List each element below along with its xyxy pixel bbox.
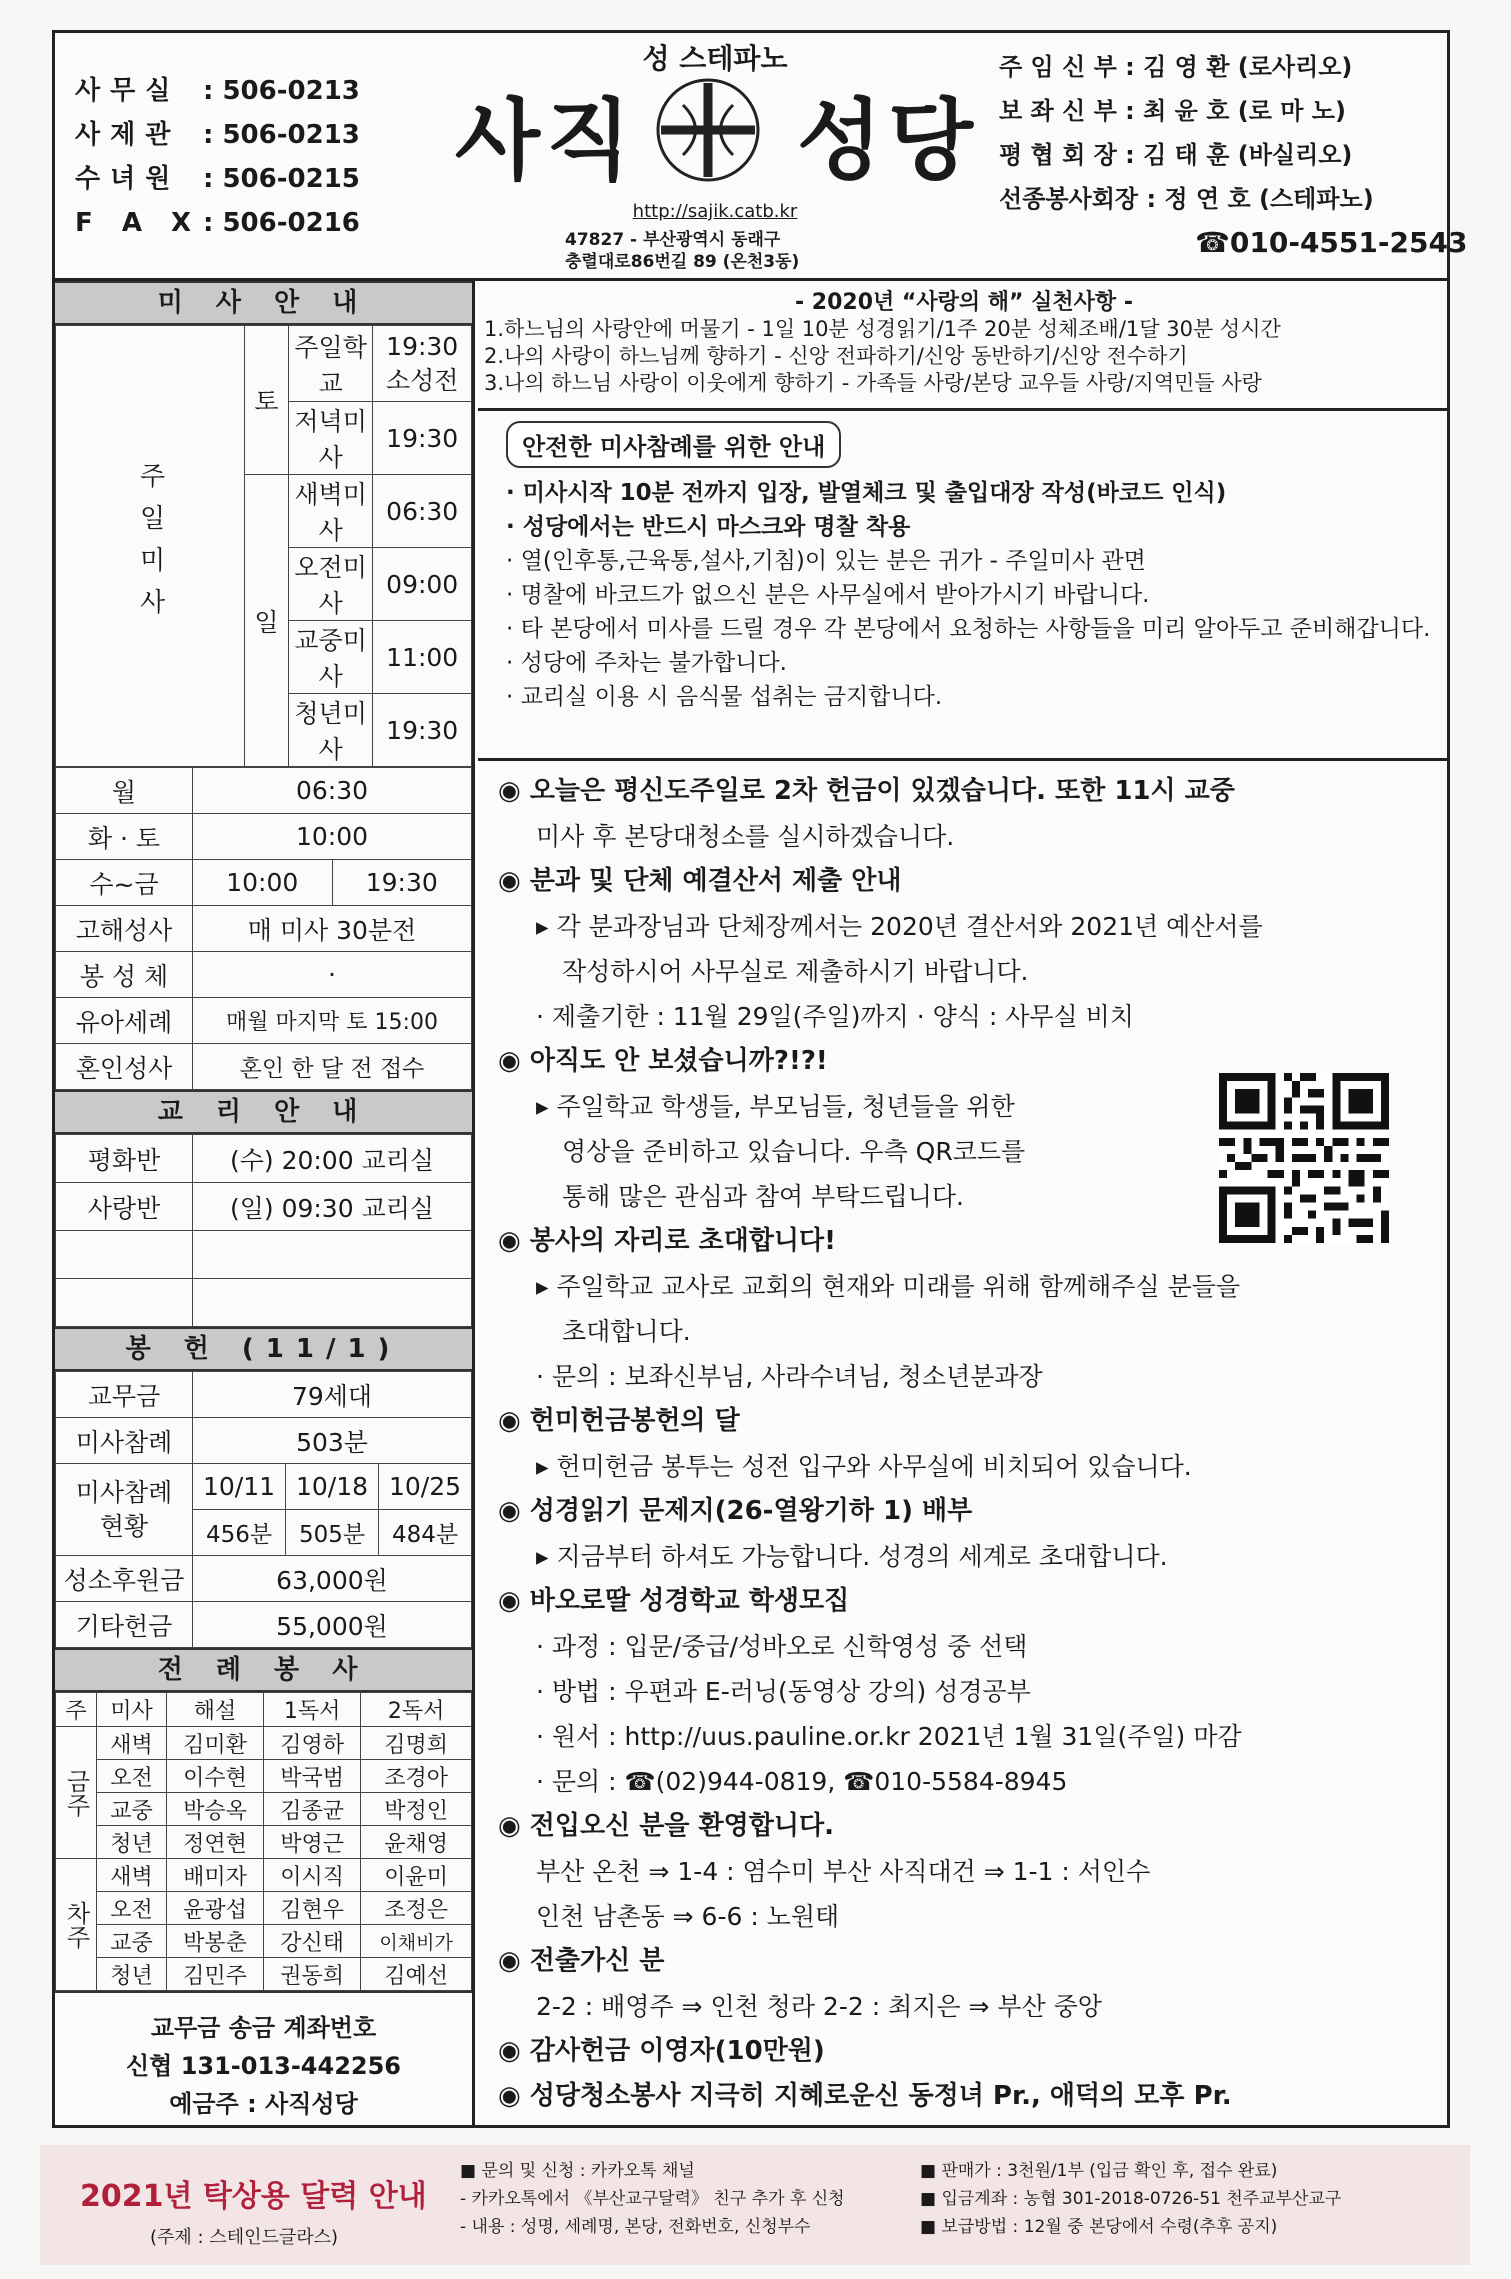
qr-code-icon[interactable] xyxy=(1219,1073,1389,1243)
address-line-1: 47827 - 부산광역시 동래구 xyxy=(565,230,781,250)
news-heading: ◉ 전입오신 분을 환영합니다. xyxy=(498,1811,834,1841)
liturgy-mass: 새벽 xyxy=(97,1727,167,1760)
news-heading: ◉ 봉사의 자리로 초대합니다! xyxy=(498,1226,836,1256)
news-line: · 문의 : ☎(02)944-0819, ☎010-5584-8945 xyxy=(536,1767,1068,1796)
doctrine-table xyxy=(55,1134,472,1327)
liturgy-person: 조경아 xyxy=(361,1760,472,1793)
account-holder: 예금주 : 사직성당 xyxy=(169,2090,358,2118)
news-heading: ◉ 전출가신 분 xyxy=(498,1946,665,1976)
liturgy-person: 박영근 xyxy=(264,1826,361,1859)
sacrament-info: 매월 마지막 토 15:00 xyxy=(193,998,472,1044)
liturgy-person: 강신태 xyxy=(264,1925,361,1958)
rectory-value: : 506-0213 xyxy=(203,120,360,150)
news-line: ▸ 각 분과장님과 단체장께서는 2020년 결산서와 2021년 예산서를 xyxy=(536,912,1263,941)
church-title-block xyxy=(415,33,1015,281)
liturgy-head: 해설 xyxy=(167,1693,264,1727)
liturgy-head: 1독서 xyxy=(264,1693,361,1727)
liturgy-table xyxy=(55,1692,472,1991)
calendar-title: 2021년 탁상용 달력 안내 xyxy=(80,2179,427,2214)
offering-section-title: 봉 헌 (11/1) xyxy=(55,1327,472,1371)
left-column xyxy=(55,281,475,2128)
news-heading: ◉ 아직도 안 보셨습니까?!?! xyxy=(498,1046,828,1076)
header xyxy=(55,33,1468,281)
news-list xyxy=(478,761,1450,2119)
address-line-2: 충렬대로86번길 89 (온천3동) xyxy=(565,252,800,272)
account-number: 신협 131-013-442256 xyxy=(125,2052,402,2080)
liturgy-person: 이윤미 xyxy=(361,1859,472,1892)
news-line: · 제출기한 : 11월 29일(주일)까지 · 양식 : 사무실 비치 xyxy=(536,1002,1134,1031)
mass-section-title: 미 사 안 내 xyxy=(55,281,472,325)
mass-time: 09:00 xyxy=(373,548,472,621)
news-line: 2-2 : 배영주 ⇒ 인천 청라 2-2 : 최지은 ⇒ 부산 중앙 xyxy=(536,1992,1102,2021)
staff-list xyxy=(999,45,1467,265)
convent-label: 수녀원 xyxy=(75,164,181,194)
contact-row xyxy=(75,157,360,201)
contact-row xyxy=(75,201,360,245)
class-time: (수) 20:00 교리실 xyxy=(193,1135,472,1183)
list-item: · 교리실 이용 시 음식물 섭취는 금지합니다. xyxy=(506,684,943,710)
mass-name: 새벽미사 xyxy=(288,475,373,548)
offering-name: 미사참례 xyxy=(56,1418,193,1464)
liturgy-person: 김미환 xyxy=(167,1727,264,1760)
liturgy-person: 김민주 xyxy=(167,1958,264,1991)
class-time-empty xyxy=(193,1279,472,1327)
motto-line: 3.나의 하느님 사랑이 이웃에게 향하기 - 가족들 사랑/본당 교우들 사랑/지역민들 사랑 xyxy=(484,371,1262,395)
contact-row xyxy=(75,113,360,157)
news-line: ▸ 주일학교 교사로 교회의 현재와 미래를 위해 함께해주실 분들을 xyxy=(536,1272,1241,1301)
attendance-date: 10/18 xyxy=(286,1464,379,1510)
liturgy-person: 김영하 xyxy=(264,1727,361,1760)
news-line: ▸ 지금부터 하셔도 가능합니다. 성경의 세계로 초대합니다. xyxy=(536,1542,1168,1571)
sunday-label: 일 xyxy=(245,475,289,767)
inquiry-line: - 내용 : 성명, 세례명, 본당, 전화번호, 신청부수 xyxy=(460,2217,811,2237)
mass-time: 19:30 xyxy=(373,402,472,475)
liturgy-person: 윤광섭 xyxy=(167,1892,264,1925)
news-heading: ◉ 감사헌금 이영자(10만원) xyxy=(498,2036,825,2066)
liturgy-mass: 오전 xyxy=(97,1892,167,1925)
account-info xyxy=(55,1991,472,2123)
motto-line: 2.나의 사랑이 하느님께 향하기 - 신앙 전파하기/신앙 동반하기/신앙 전수하기 xyxy=(484,344,1188,368)
news-heading: ◉ 바오로딸 성경학교 학생모집 xyxy=(498,1586,850,1616)
liturgy-head: 2독서 xyxy=(361,1693,472,1727)
church-logo-icon xyxy=(653,75,763,185)
sunday-mass-label: 주일미사 xyxy=(56,326,245,767)
attendance-count: 484분 xyxy=(379,1510,472,1556)
liturgy-person: 권동희 xyxy=(264,1958,361,1991)
news-line: ▸ 헌미헌금 봉투는 성전 입구와 사무실에 비치되어 있습니다. xyxy=(536,1452,1192,1481)
convent-value: : 506-0215 xyxy=(203,164,360,194)
news-line: 인천 남촌동 ⇒ 6-6 : 노원태 xyxy=(536,1902,840,1931)
offering-value: 79세대 xyxy=(193,1372,472,1418)
sale-line: ■ 보급방법 : 12월 중 본당에서 수령(추후 공지) xyxy=(920,2217,1278,2237)
news-line: · 과정 : 입문/중급/성바오로 신학영성 중 선택 xyxy=(536,1632,1028,1661)
offering-value: 503분 xyxy=(193,1418,472,1464)
calendar-inquiry xyxy=(460,2157,845,2241)
safe-mass-title: 안전한 미사참례를 위한 안내 xyxy=(506,421,841,468)
class-name-empty xyxy=(56,1231,193,1279)
attendance-count: 456분 xyxy=(193,1510,286,1556)
liturgy-person: 이채비가 xyxy=(361,1925,472,1958)
safe-mass-list xyxy=(506,476,1440,714)
attendance-label-2: 현황 xyxy=(99,1511,149,1541)
weekday-time: 10:00 xyxy=(193,814,472,860)
offering-table xyxy=(55,1371,472,1648)
offering-name: 기타헌금 xyxy=(56,1602,193,1648)
class-name: 평화반 xyxy=(56,1135,193,1183)
motto-line: 1.하느님의 사랑안에 머물기 - 1일 10분 성경읽기/1주 20분 성체조배/1달 30분 성시간 xyxy=(484,317,1281,341)
weekday-time: 06:30 xyxy=(193,768,472,814)
news-line: · 방법 : 우편과 E-러닝(동영상 강의) 성경공부 xyxy=(536,1677,1031,1706)
offering-name: 성소후원금 xyxy=(56,1556,193,1602)
inquiry-line: ■ 문의 및 신청 : 카카오톡 채널 xyxy=(460,2161,695,2181)
staff-ministry: 선종봉사회장 : 정 연 호 (스테파노) xyxy=(999,185,1374,213)
calendar-theme: (주제 : 스테인드글라스) xyxy=(150,2227,339,2248)
mass-name: 주일학교 xyxy=(288,326,373,402)
sacrament-name: 혼인성사 xyxy=(56,1044,193,1090)
sacrament-info: 혼인 한 달 전 접수 xyxy=(193,1044,472,1090)
weekday-name: 화 · 토 xyxy=(56,814,193,860)
liturgy-person: 박승옥 xyxy=(167,1793,264,1826)
offering-value: 55,000원 xyxy=(193,1602,472,1648)
liturgy-mass: 청년 xyxy=(97,1958,167,1991)
safe-mass-box xyxy=(478,411,1450,761)
motto-box xyxy=(478,281,1450,411)
this-week-label: 금주 xyxy=(56,1727,97,1859)
news-heading: ◉ 성당청소봉사 지극히 지혜로운신 동정녀 Pr., 애덕의 모후 Pr. xyxy=(498,2081,1232,2111)
calendar-sale-info xyxy=(920,2157,1341,2241)
next-week-label: 차주 xyxy=(56,1859,97,1991)
sale-line: ■ 입금계좌 : 농협 301-2018-0726-51 천주교부산교구 xyxy=(920,2189,1342,2209)
news-line: ◉ 오늘은 평신도주일로 2차 헌금이 있겠습니다. 또한 11시 교중 xyxy=(498,776,1235,806)
news-line: 작성하시어 사무실로 제출하시기 바랍니다. xyxy=(562,957,1029,986)
weekday-time: 19:30 xyxy=(332,860,472,906)
mass-time: 06:30 xyxy=(373,475,472,548)
inquiry-line: - 카카오톡에서 《부산교구달력》 친구 추가 후 신청 xyxy=(460,2189,845,2209)
news-line: 미사 후 본당대청소를 실시하겠습니다. xyxy=(536,822,955,851)
news-heading: ◉ 분과 및 단체 예결산서 제출 안내 xyxy=(498,866,902,896)
fax-label: F A X xyxy=(75,208,202,238)
liturgy-person: 이시직 xyxy=(264,1859,361,1892)
news-line: 통해 많은 관심과 참여 부탁드립니다. xyxy=(562,1182,964,1211)
church-name-left: 사직 xyxy=(455,89,638,192)
staff-assistant: 보 좌 신 부 : 최 윤 호 (로 마 노) xyxy=(999,97,1346,125)
weekday-mass-table xyxy=(55,767,472,1090)
mass-schedule-table xyxy=(55,325,472,767)
rectory-label: 사제관 xyxy=(75,120,181,150)
list-item: · 미사시작 10분 전까지 입장, 발열체크 및 출입대장 작성(바코드 인식) xyxy=(506,480,1227,506)
liturgy-person: 박봉춘 xyxy=(167,1925,264,1958)
weekday-time: 10:00 xyxy=(193,860,333,906)
contact-row xyxy=(75,69,360,113)
news-heading: ◉ 헌미헌금봉헌의 달 xyxy=(498,1406,740,1436)
attendance-date: 10/11 xyxy=(193,1464,286,1510)
sacrament-info: 매 미사 30분전 xyxy=(193,906,472,952)
liturgy-person: 박정인 xyxy=(361,1793,472,1826)
news-line: 영상을 준비하고 있습니다. 우측 QR코드를 xyxy=(562,1137,1026,1166)
weekday-name: 수~금 xyxy=(56,860,193,906)
list-item: · 열(인후통,근육통,설사,기침)이 있는 분은 귀가 - 주일미사 관면 xyxy=(506,548,1146,574)
mass-name: 청년미사 xyxy=(288,694,373,767)
liturgy-mass: 새벽 xyxy=(97,1859,167,1892)
church-subtitle: 성 스테파노 xyxy=(642,42,788,75)
liturgy-person: 윤채영 xyxy=(361,1826,472,1859)
news-line: · 원서 : http://uus.pauline.or.kr 2021년 1월 31일(주일) 마감 xyxy=(536,1722,1242,1751)
sale-line: ■ 판매가 : 3천원/1부 (입금 확인 후, 접수 완료) xyxy=(920,2161,1278,2181)
mass-name: 교중미사 xyxy=(288,621,373,694)
attendance-label xyxy=(56,1464,193,1556)
motto-title: - 2020년 “사랑의 해” 실천사항 - xyxy=(795,290,1133,315)
staff-pastor: 주 임 신 부 : 김 영 환 (로사리오) xyxy=(999,53,1353,81)
liturgy-person: 박국범 xyxy=(264,1760,361,1793)
list-item: · 성당에서는 반드시 마스크와 명찰 착용 xyxy=(506,514,911,540)
liturgy-person: 김종균 xyxy=(264,1793,361,1826)
list-item: · 성당에 주차는 불가합니다. xyxy=(506,650,787,676)
sacrament-info: · xyxy=(193,952,472,998)
attendance-count: 505분 xyxy=(286,1510,379,1556)
attendance-label-1: 미사참례 xyxy=(75,1477,173,1507)
church-address xyxy=(565,229,799,273)
class-time: (일) 09:30 교리실 xyxy=(193,1183,472,1231)
liturgy-mass: 청년 xyxy=(97,1826,167,1859)
list-item: · 타 본당에서 미사를 드릴 경우 각 본당에서 요청하는 사항들을 미리 알아두고 준비해갑니다. xyxy=(506,616,1431,642)
sacrament-name: 봉 성 체 xyxy=(56,952,193,998)
sacrament-name: 고해성사 xyxy=(56,906,193,952)
offering-value: 63,000원 xyxy=(193,1556,472,1602)
liturgy-mass: 오전 xyxy=(97,1760,167,1793)
liturgy-person: 김현우 xyxy=(264,1892,361,1925)
mass-name: 저녁미사 xyxy=(288,402,373,475)
news-line: ▸ 주일학교 학생들, 부모님들, 청년들을 위한 xyxy=(536,1092,1015,1121)
mass-time: 19:30 xyxy=(373,694,472,767)
doctrine-section-title: 교 리 안 내 xyxy=(55,1090,472,1134)
news-line: 부산 온천 ⇒ 1-4 : 염수미 부산 사직대건 ⇒ 1-1 : 서인수 xyxy=(536,1857,1151,1886)
mass-time: 19:30 소성전 xyxy=(373,326,472,402)
liturgy-person: 정연현 xyxy=(167,1826,264,1859)
bulletin-page xyxy=(52,30,1468,2128)
saturday-label: 토 xyxy=(245,326,289,475)
liturgy-person: 조정은 xyxy=(361,1892,472,1925)
liturgy-person: 김명희 xyxy=(361,1727,472,1760)
church-name-right: 성당 xyxy=(797,89,980,192)
class-time-empty xyxy=(193,1231,472,1279)
account-title: 교무금 송금 계좌번호 xyxy=(150,2014,377,2042)
staff-council: 평 협 회 장 : 김 태 훈 (바실리오) xyxy=(999,141,1353,169)
news-line: · 문의 : 보좌신부님, 사라수녀님, 청소년분과장 xyxy=(536,1362,1043,1391)
office-label: 사무실 xyxy=(75,76,181,106)
weekday-name: 월 xyxy=(56,768,193,814)
liturgy-person: 배미자 xyxy=(167,1859,264,1892)
sacrament-name: 유아세례 xyxy=(56,998,193,1044)
calendar-notice-banner xyxy=(40,2145,1470,2265)
liturgy-head: 미사 xyxy=(97,1693,167,1727)
church-url-link[interactable]: http://sajik.catb.kr xyxy=(632,201,798,222)
offering-name: 교무금 xyxy=(56,1372,193,1418)
news-line: 초대합니다. xyxy=(562,1317,691,1346)
liturgy-person: 이수현 xyxy=(167,1760,264,1793)
liturgy-mass: 교중 xyxy=(97,1793,167,1826)
church-phone: ☎010-4551-2543 xyxy=(1195,226,1468,259)
mass-name: 오전미사 xyxy=(288,548,373,621)
mass-time: 11:00 xyxy=(373,621,472,694)
office-contacts xyxy=(75,69,360,245)
liturgy-mass: 교중 xyxy=(97,1925,167,1958)
office-value: : 506-0213 xyxy=(203,76,360,106)
liturgy-head: 주 xyxy=(56,1693,97,1727)
liturgy-section-title: 전 례 봉 사 xyxy=(55,1648,472,1692)
attendance-date: 10/25 xyxy=(379,1464,472,1510)
list-item: · 명찰에 바코드가 없으신 분은 사무실에서 받아가시기 바랍니다. xyxy=(506,582,1150,608)
fax-value: : 506-0216 xyxy=(203,208,360,238)
liturgy-person: 김예선 xyxy=(361,1958,472,1991)
class-name-empty xyxy=(56,1279,193,1327)
class-name: 사랑반 xyxy=(56,1183,193,1231)
news-heading: ◉ 성경읽기 문제지(26-열왕기하 1) 배부 xyxy=(498,1496,973,1526)
